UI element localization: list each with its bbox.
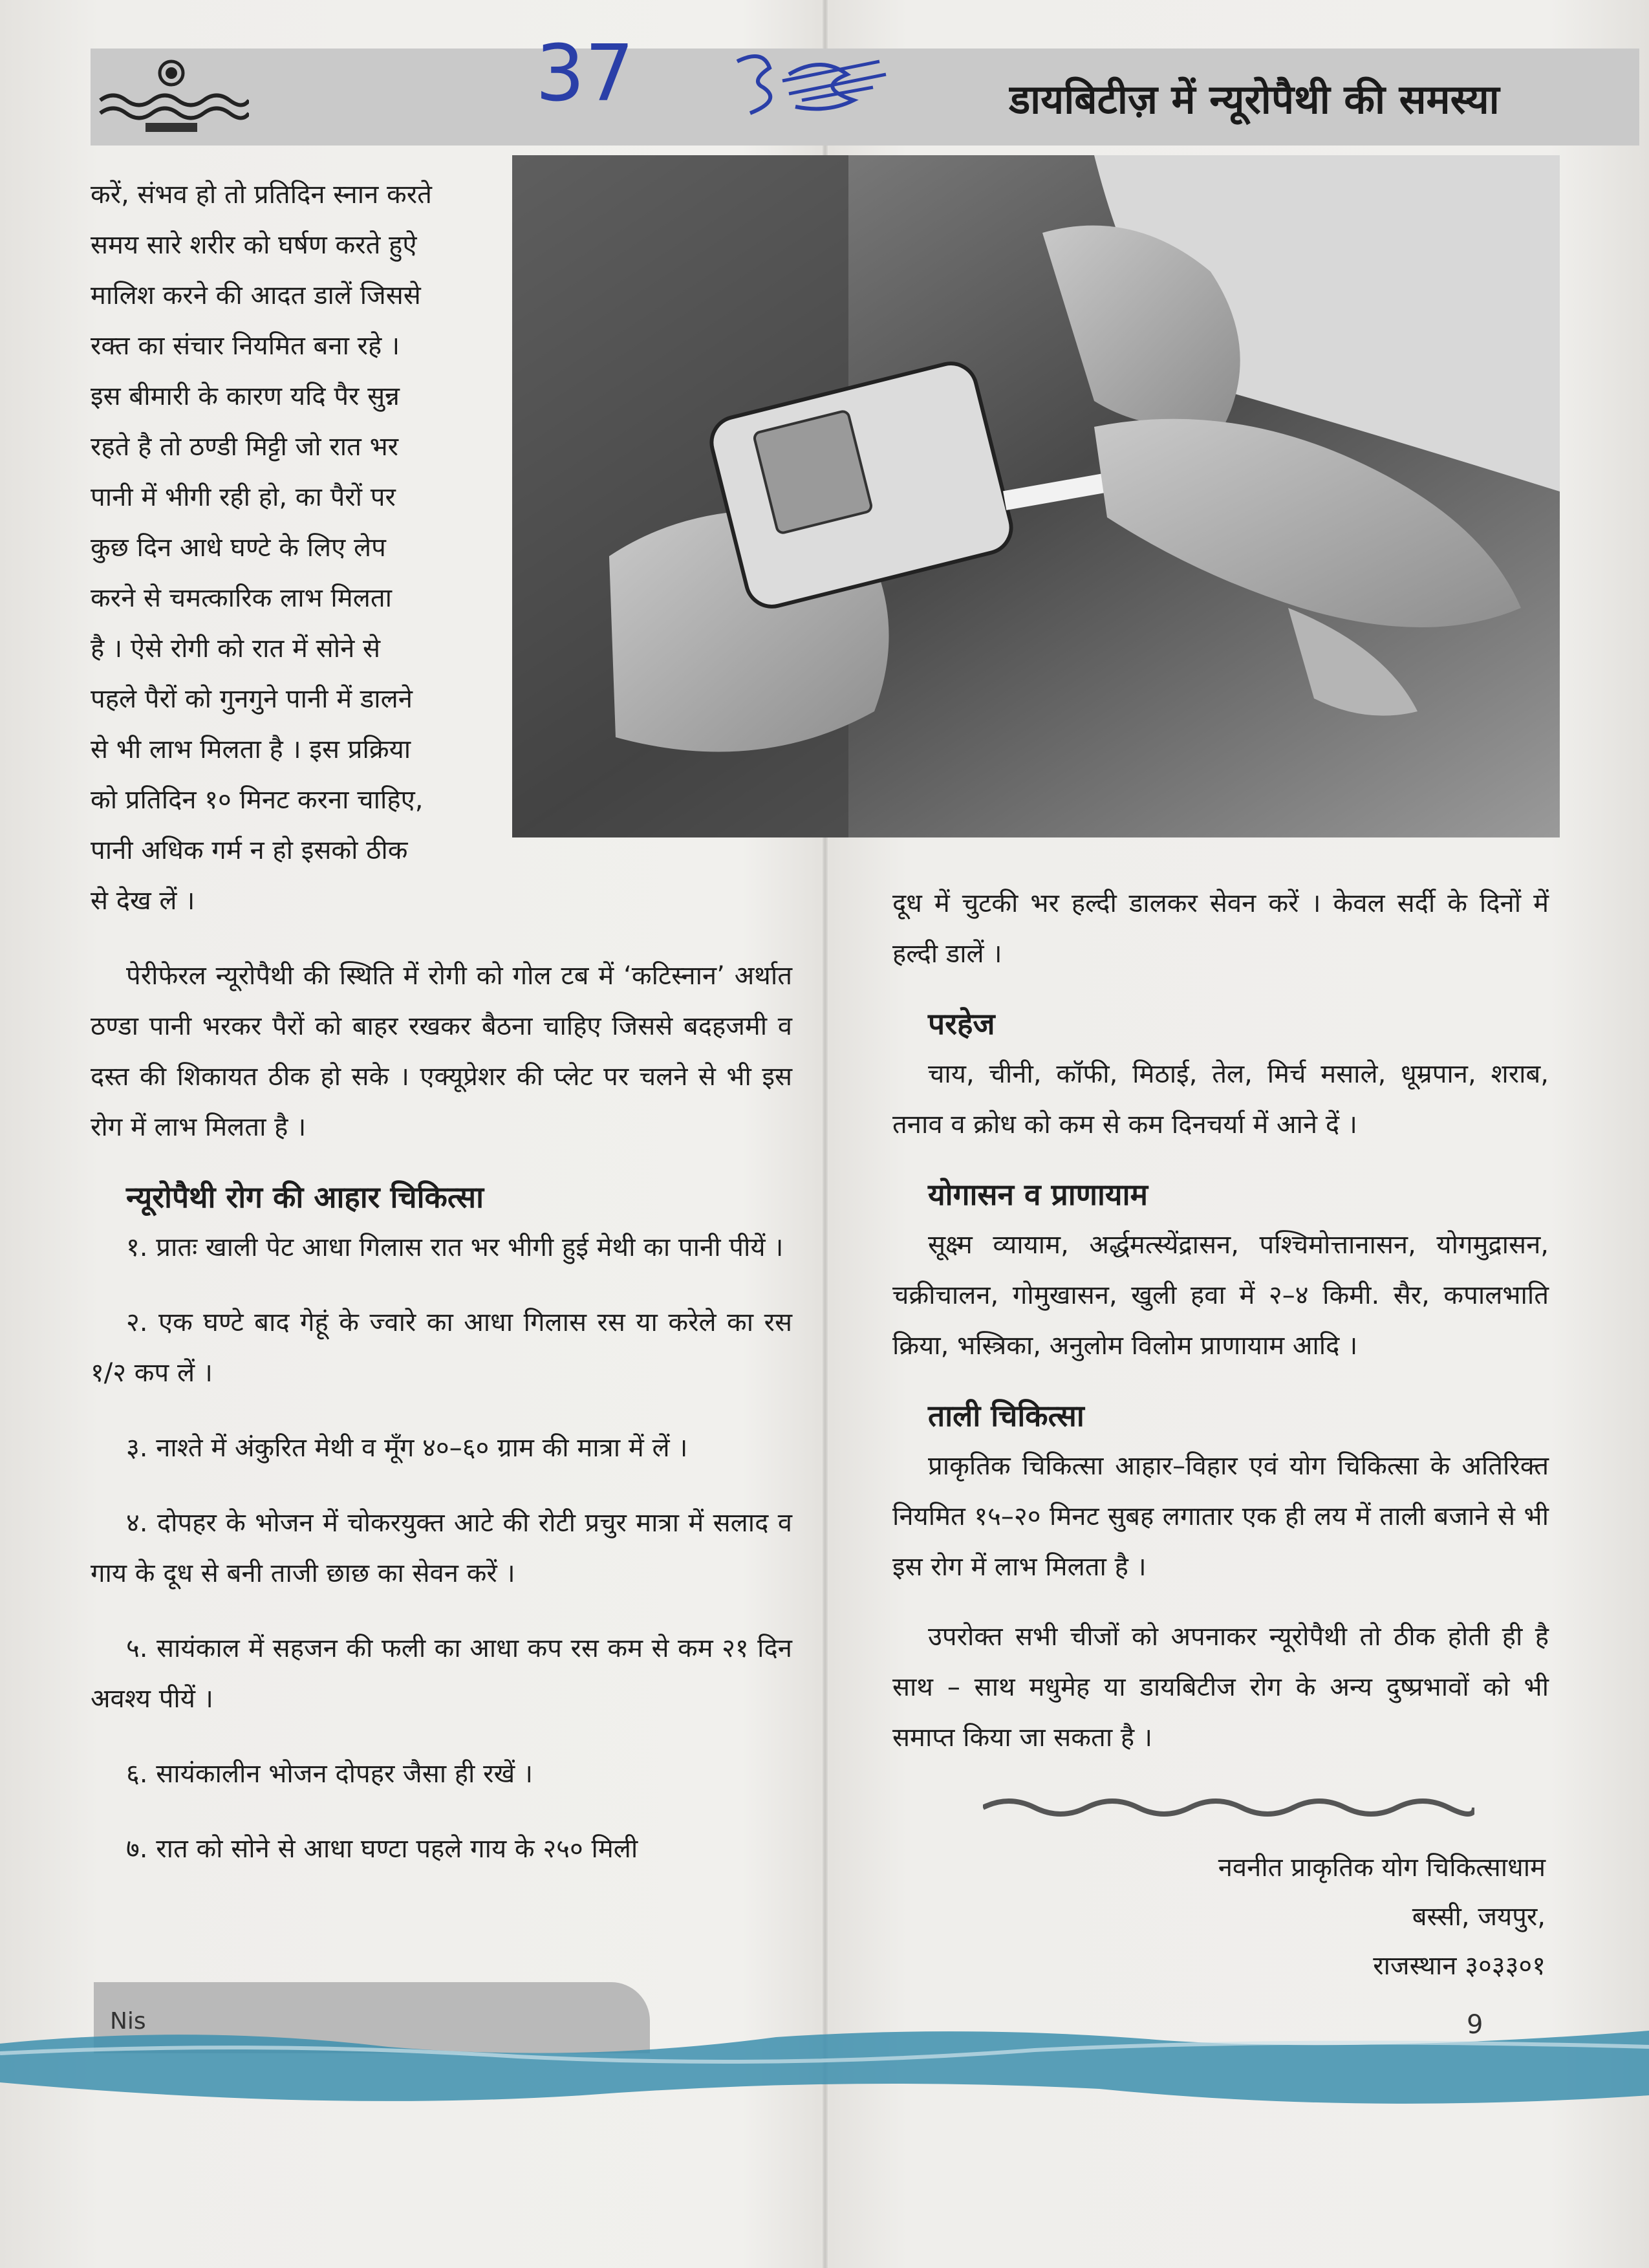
diet-heading: न्यूरोपैथी रोग की आहार चिकित्सा: [126, 1180, 484, 1215]
text-line: करने से चमत्कारिक लाभ मिलता: [91, 583, 392, 613]
blue-tape-edge-icon: [0, 2018, 1649, 2115]
avoid-text: चाय, चीनी, कॉफी, मिठाई, तेल, मिर्च मसाले, धूम्रपान, शराब, तनाव व क्रोध को कम से कम दिनचर्या में आने दें ।: [892, 1059, 1549, 1139]
left-narrow-column: [91, 169, 493, 926]
handwritten-page-number: 37: [535, 29, 634, 119]
diet-list-item-7: ७. रात को सोने से आधा घण्टा पहले गाय के २५० मिली: [126, 1834, 638, 1864]
text-line: मालिश करने की आदत डालें जिससे: [91, 281, 421, 310]
left-wide-column: [91, 951, 792, 1874]
diet-list-item-5: ५. सायंकाल में सहजन की फली का आधा कप रस कम से कम २१ दिन अवश्य पीयें ।: [91, 1634, 792, 1714]
page-header-title: डायबिटीज़ में न्यूरोपैथी की समस्या: [1009, 76, 1500, 123]
text-line: इस बीमारी के कारण यदि पैर सुन्न: [91, 382, 400, 411]
magazine-logo-icon: [94, 55, 249, 139]
page-number: 9: [1467, 2010, 1483, 2040]
right-column: [892, 878, 1549, 1763]
clap-therapy-text: प्राकृतिक चिकित्सा आहार–विहार एवं योग चिकित्सा के अतिरिक्त नियमित १५–२० मिनट सुबह लगातार एक ही लय में ताली बजाने से भी इस रोग में लाभ मिलता है ।: [892, 1451, 1549, 1582]
signature-line-3: राजस्थान ३०३३०१: [1373, 1951, 1546, 1981]
diet-list-item-3: ३. नाश्ते में अंकुरित मेथी व मूँग ४०–६० ग्राम की मात्रा में लें ।: [126, 1433, 688, 1463]
diet-list-item-6: ६. सायंकालीन भोजन दोपहर जैसा ही रखें ।: [126, 1759, 534, 1789]
yoga-heading: योगासन व प्राणायाम: [928, 1177, 1148, 1212]
conclusion-text: उपरोक्त सभी चीजों को अपनाकर न्यूरोपैथी तो ठीक होती ही है साथ – साथ मधुमेह या डायबिटीज रोग के अन्य दुष्प्रभावों को भी समाप्त किया जा सकता है ।: [892, 1622, 1549, 1753]
text-line: से भी लाभ मिलता है । इस प्रक्रिया: [91, 735, 411, 764]
avoid-heading: परहेज: [928, 1006, 995, 1041]
text-line: कुछ दिन आधे घण्टे के लिए लेप: [91, 533, 386, 563]
wavy-divider-icon: [983, 1791, 1474, 1817]
diet-list-item-1: १. प्रातः खाली पेट आधा गिलास रात भर भीगी हुई मेथी का पानी पीयें ।: [126, 1233, 784, 1262]
clap-therapy-heading: ताली चिकित्सा: [928, 1398, 1084, 1433]
kati-snan-paragraph: पेरीफेरल न्यूरोपैथी की स्थिति में रोगी को गोल टब में ‘कटिस्नान’ अर्थात ठण्डा पानी भरकर पैरों को बाहर रखकर बैठना चाहिए जिससे बदहजमी व दस्त की शिकायत ठीक हो सके । एक्यूप्रेशर की प्लेट पर चलने से भी इस रोग में लाभ मिलता है ।: [91, 961, 792, 1142]
handwritten-scribble-icon: [724, 36, 892, 126]
signature-line-2: बस्सी, जयपुर,: [1412, 1902, 1546, 1932]
text-line: से देख लें ।: [91, 886, 195, 916]
glucometer-photo-icon: [512, 155, 1560, 837]
text-line: पहले पैरों को गुनगुने पानी में डालने: [91, 684, 413, 714]
text-line: को प्रतिदिन १० मिनट करना चाहिए,: [91, 785, 424, 815]
yoga-text: सूक्ष्म व्यायाम, अर्द्धमत्स्येंद्रासन, पश्चिमोत्तानासन, योगमुद्रासन, चक्रीचालन, गोमुखासन, खुली हवा में २–४ किमी. सैर, कपालभाति क्रिया, भस्त्रिका, अनुलोम विलोम प्राणायाम आदि ।: [892, 1230, 1549, 1361]
diet-list-item-4: ४. दोपहर के भोजन में चोकरयुक्त आटे की रोटी प्रचुर मात्रा में सलाद व गाय के दूध से बनी ताजी छाछ का सेवन करें ।: [91, 1508, 792, 1588]
text-line: रक्त का संचार नियमित बना रहे ।: [91, 331, 400, 361]
text-line: समय सारे शरीर को घर्षण करते हुऐ: [91, 230, 417, 260]
signature-line-1: नवनीत प्राकृतिक योग चिकित्साधाम: [1218, 1853, 1546, 1883]
footer-magazine-name: Nis: [110, 2008, 146, 2035]
text-line: पानी अधिक गर्म न हो इसको ठीक: [91, 836, 408, 865]
text-line: है । ऐसे रोगी को रात में सोने से: [91, 634, 381, 664]
glucometer-photo: [512, 155, 1560, 837]
text-line: रहते है तो ठण्डी मिट्टी जो रात भर: [91, 432, 399, 462]
diet-list-item-2: २. एक घण्टे बाद गेहूं के ज्वारे का आधा गिलास रस या करेले का रस १/२ कप लें ।: [91, 1308, 792, 1388]
text-line: करें, संभव हो तो प्रतिदिन स्नान करते: [91, 180, 432, 210]
milk-turmeric-text: दूध में चुटकी भर हल्दी डालकर सेवन करें । केवल सर्दी के दिनों में हल्दी डालें ।: [892, 889, 1549, 969]
text-line: पानी में भीगी रही हो, का पैरों पर: [91, 482, 396, 512]
